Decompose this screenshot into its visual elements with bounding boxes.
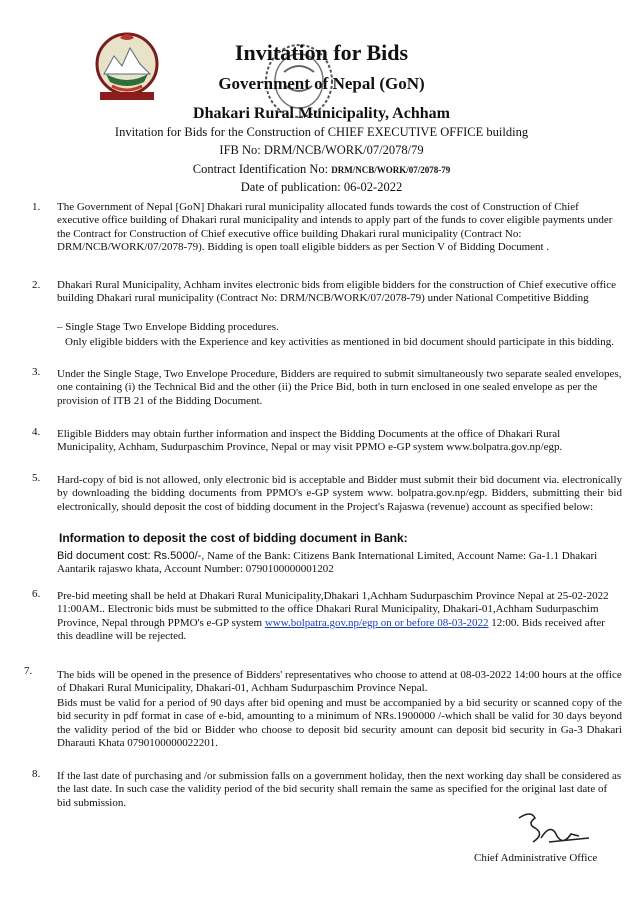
- signatory-office: Chief Administrative Office: [474, 852, 598, 864]
- ifb-number: IFB No: DRM/NCB/WORK/07/2078/79: [219, 143, 424, 157]
- clause-text: Eligible Bidders may obtain further information and inspect the Bidding Documents at the office of Dhakari Rural Municipality, Achham, Sudurpaschim Province, Nepal or may visit PPMO e-GP system www.bolpatra.gov.np/egp.: [57, 428, 563, 454]
- publication-date: Date of publication: 06-02-2022: [240, 180, 403, 194]
- page-title: Invitation for Bids: [234, 40, 409, 65]
- clause-number: 8.: [32, 768, 41, 780]
- government-name: Government of Nepal (GoN): [218, 74, 425, 93]
- egp-link[interactable]: www.bolpatra.gov.np/egp on or before 08-03-2022: [264, 616, 489, 629]
- clause-number: 4.: [32, 426, 41, 438]
- clause-number: 3.: [32, 366, 41, 378]
- clause-number: 5.: [32, 472, 41, 484]
- municipality-name: Dhakari Rural Municipality, Achham: [193, 105, 450, 122]
- clause-number: 1.: [32, 201, 41, 213]
- contract-id: Contract Identification No: DRM/NCB/WORK/07/2078-79: [192, 162, 451, 176]
- clause-text: Hard-copy of bid is not allowed, only electronic bid is acceptable and Bidder must submit their bid document via. electronically by downloading the bidding documents from PPMO's e-GP system www. bolpatra.gov.np/egp. Bidders, submitting their bid electronically, should deposit the cost of bidding document in the Project's Rajaswa (revenue) account as specified below:: [57, 474, 622, 513]
- clause-text: Pre-bid meeting shall be held at Dhakari Rural Municipality,Dhakari 1,Achham Sudurpaschim Province Nepal at 25-02-2022 11:00AM.. Electronic bids must be submitted to the office Dhakari Rural Municipality, Dhakari-01,Achham Sudurpaschim Province, Nepal through PPMO's e-GP system www.bolpatra.gov.np/egp on or before 08-03-2022 12:00. Bids received after this deadline will be rejected.: [57, 590, 609, 643]
- clause-subtext: – Single Stage Two Envelope Bidding procedures.: [57, 321, 279, 333]
- bank-info-heading: Information to deposit the cost of bidding document in Bank:: [59, 531, 408, 545]
- clause-text: Bids must be valid for a period of 90 days after bid opening and must be accompanied by a bid security or scanned copy of the bid security in pdf format in case of e-bid, amounting to a minimum of NRs.1900000 /-which shall be valid for 30 days beyond the validity period of the bid or Bidder who choose to deposit bid security amount can deposit bid security in Ga-3 Dhakari Dharauti Khata 0790100000022201.: [57, 697, 622, 750]
- clause-number: 6.: [32, 588, 41, 600]
- clause-text: Under the Single Stage, Two Envelope Procedure, Bidders are required to submit simultaneously two separate sealed envelopes, one containing (i) the Technical Bid and the other (ii) the Price Bid, both in turn enclosed in one sealed envelope as per the provision of ITB 21 of the Bidding Document.: [57, 368, 622, 407]
- clause-number: 7.: [24, 665, 33, 677]
- clause-text: The bids will be opened in the presence of Bidders' representatives who choose to attend at 08-03-2022 14:00 hours at the office of Dhakari Rural Municipality, Dhakari-01, Achham Sudurpaschim Province Nepal.: [57, 669, 622, 695]
- clause-subtext: Only eligible bidders with the Experience and key activities as mentioned in bid document should participate in this bidding.: [65, 336, 614, 348]
- bank-info-details: Bid document cost: Rs.5000/-, Name of the Bank: Citizens Bank International Limited, Account Name: Ga-1.1 Dhakari Aantarik rajaswo khata, Account Number: 0790100000001202: [57, 550, 598, 576]
- signature-icon: [505, 808, 595, 856]
- clause-number: 2.: [32, 279, 41, 291]
- subtitle: Invitation for Bids for the Construction of CHIEF EXECUTIVE OFFICE building: [114, 125, 529, 139]
- clause-text: If the last date of purchasing and /or submission falls on a government holiday, then the next working day shall be considered as the last date. In such case the validity period of the bid security shall remain the same as specified for the original last date of bid submission.: [57, 770, 622, 809]
- clause-text: Dhakari Rural Municipality, Achham invites electronic bids from eligible bidders for the construction of Chief executive office building Dhakari rural municipality (Contract No: DRM/NCB/WORK/07/2078-79) under National Competitive Bidding: [57, 279, 617, 305]
- clause-text: The Government of Nepal [GoN] Dhakari rural municipality allocated funds towards the cost of Construction of Chief executive office building of Dhakari rural municipality and intends to apply part of the funds to cover eligible payments under the Contract for Construction of Chief executive office building Dhakari rural municipality (Contract No: DRM/NCB/WORK/07/2078-79). Bidding is open toall eligible bidders as per Section V of Bidding Document .: [57, 201, 613, 254]
